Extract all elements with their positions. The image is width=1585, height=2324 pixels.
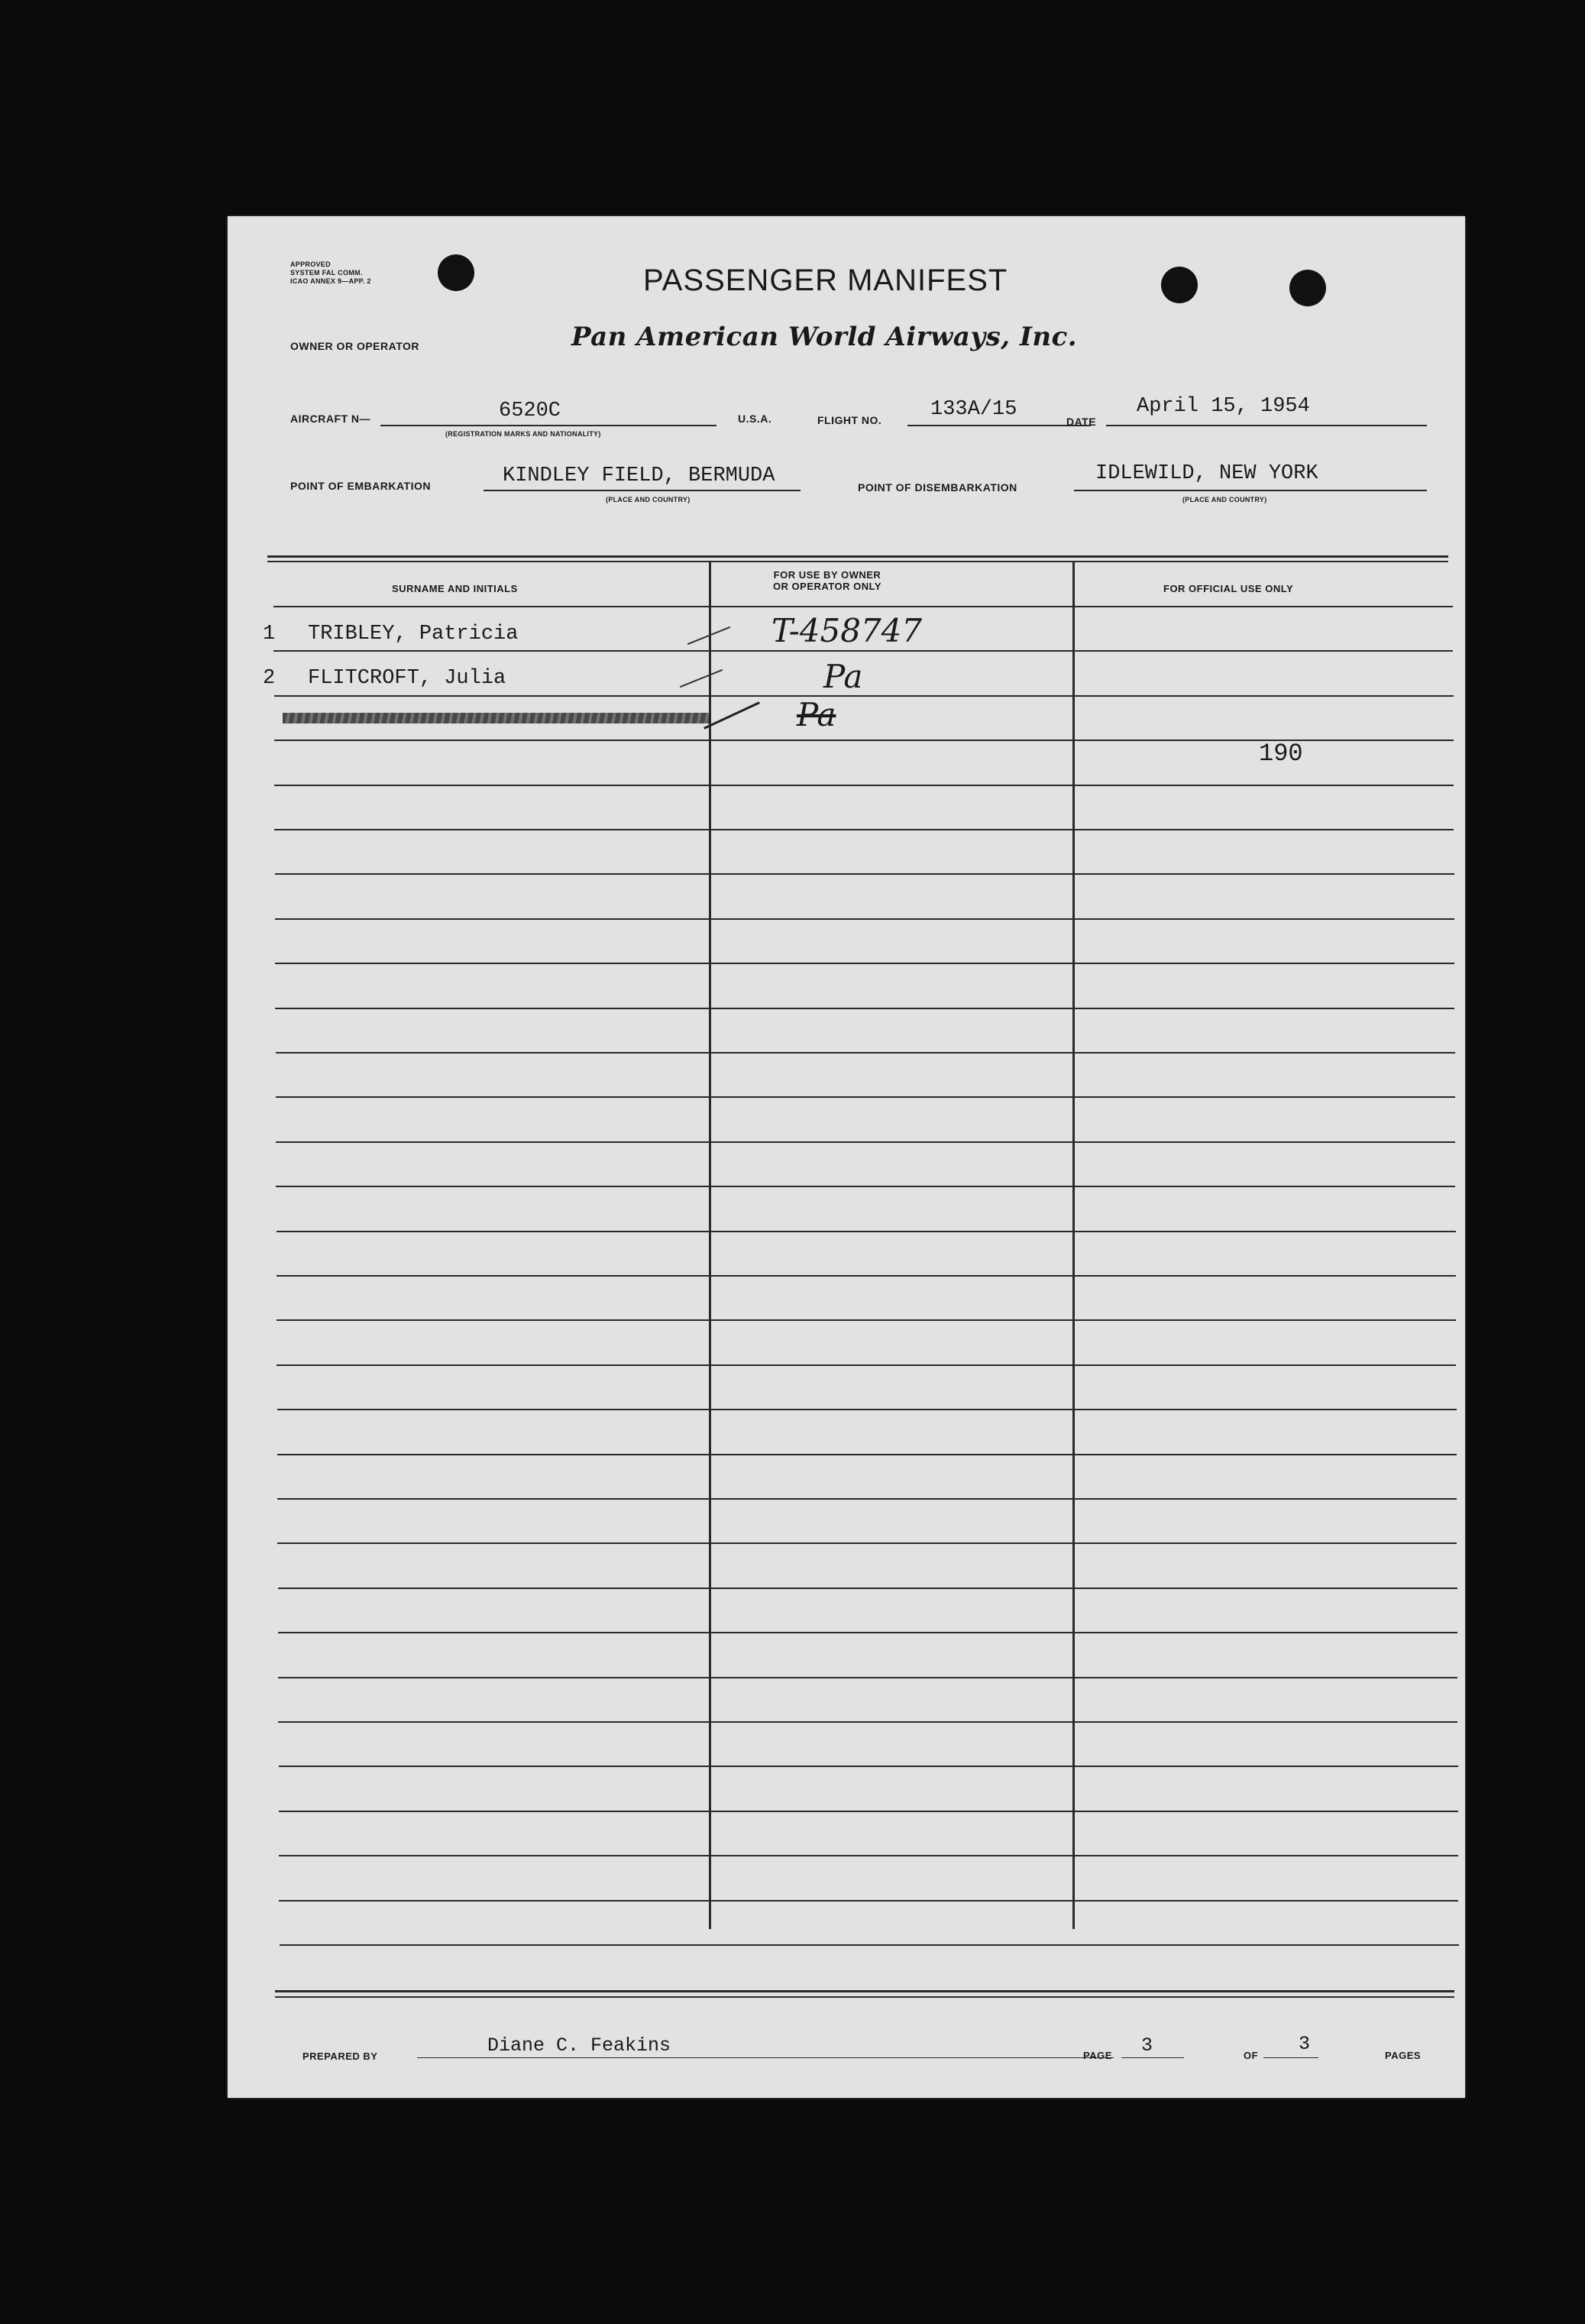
manifest-sheet <box>228 216 1465 2098</box>
embark-label: POINT OF EMBARKATION <box>290 480 431 492</box>
owner-label: OWNER OR OPERATOR <box>290 340 419 352</box>
table-row-rule <box>278 1588 1457 1589</box>
column-header-surname: SURNAME AND INITIALS <box>392 583 518 594</box>
prepared-label: PREPARED BY <box>302 2050 378 2062</box>
table-row-rule <box>274 829 1454 830</box>
table-row-rule <box>277 1498 1457 1500</box>
row-number: 1 <box>263 623 276 646</box>
table-row-rule <box>277 1275 1456 1277</box>
table-row-rule <box>274 695 1454 697</box>
table-row-rule <box>278 1677 1457 1678</box>
table-bottom-rule <box>275 1990 1454 1992</box>
row-number: 2 <box>263 667 276 690</box>
table-row-rule <box>276 1096 1455 1098</box>
embark-caption: (PLACE AND COUNTRY) <box>606 496 691 503</box>
registration-caption: (REGISTRATION MARKS AND NATIONALITY) <box>445 430 601 438</box>
of-underline <box>1263 2057 1318 2058</box>
table-row-rule <box>276 1052 1455 1054</box>
table-row-rule <box>274 785 1454 786</box>
disembark-caption: (PLACE AND COUNTRY) <box>1182 496 1267 503</box>
date-label: DATE <box>1066 416 1097 428</box>
table-row-rule <box>278 1721 1457 1723</box>
approval-line: ICAO ANNEX 9—APP. 2 <box>290 277 371 285</box>
column-header-owner <box>713 569 942 592</box>
flight-underline <box>907 425 1091 426</box>
aircraft-value: 6520C <box>499 400 561 422</box>
table-row-rule <box>275 963 1454 964</box>
prepared-underline <box>417 2057 1114 2058</box>
check-mark <box>704 701 760 730</box>
airline-name: Pan American World Airways, Inc. <box>571 322 1078 352</box>
approval-block <box>290 261 371 286</box>
table-top-rule <box>267 555 1448 558</box>
table-row-rule <box>280 1944 1459 1946</box>
passenger-name: FLITCROFT, Julia <box>308 667 506 690</box>
of-label: OF <box>1244 2050 1259 2061</box>
struck-entry <box>283 713 710 723</box>
table-row-rule <box>279 1811 1458 1812</box>
disembark-value: IDLEWILD, NEW YORK <box>1095 462 1318 485</box>
of-value: 3 <box>1299 2033 1311 2055</box>
table-row-rule <box>277 1231 1456 1232</box>
table-row-rule <box>277 1542 1457 1544</box>
page-underline <box>1121 2057 1184 2058</box>
column-header-owner-line: FOR USE BY OWNER <box>773 569 881 581</box>
table-row-rule <box>275 1008 1454 1009</box>
check-mark <box>680 669 723 688</box>
page-value: 3 <box>1141 2034 1153 2057</box>
punch-hole <box>438 254 474 291</box>
embark-value: KINDLEY FIELD, BERMUDA <box>503 464 775 487</box>
table-row-rule <box>277 1319 1456 1321</box>
table-row-rule <box>278 1632 1457 1633</box>
date-underline <box>1106 425 1427 426</box>
table-row-rule <box>275 873 1454 875</box>
table-row-rule <box>279 1855 1458 1856</box>
column-header-official: FOR OFFICIAL USE ONLY <box>1163 583 1294 594</box>
official-note: 190 <box>1259 740 1303 768</box>
embark-underline <box>484 490 801 491</box>
aircraft-underline <box>380 425 716 426</box>
table-row-rule <box>277 1409 1457 1410</box>
flight-label: FLIGHT NO. <box>817 414 882 426</box>
table-row-rule <box>273 650 1453 652</box>
aircraft-label: AIRCRAFT N— <box>290 413 371 425</box>
disembark-label: POINT OF DISEMBARKATION <box>858 481 1017 494</box>
prepared-value: Diane C. Feakins <box>487 2034 671 2057</box>
table-row-rule <box>277 1454 1457 1455</box>
table-row-rule <box>273 606 1453 607</box>
owner-note: Pa <box>823 658 863 695</box>
owner-note: T-458747 <box>771 612 923 649</box>
page-title: PASSENGER MANIFEST <box>643 264 1008 297</box>
struck-note: Pa <box>797 696 836 733</box>
approval-line: APPROVED <box>290 261 331 268</box>
usa-label: U.S.A. <box>738 413 772 425</box>
column-divider <box>1072 562 1075 1929</box>
passenger-name: TRIBLEY, Patricia <box>308 623 519 646</box>
table-row-rule <box>277 1364 1456 1366</box>
table-row-rule <box>276 1186 1455 1187</box>
page-label: PAGE <box>1083 2050 1112 2061</box>
disembark-underline <box>1074 490 1427 491</box>
date-value: April 15, 1954 <box>1137 395 1310 418</box>
table-row-rule <box>276 1141 1455 1143</box>
column-header-owner-line: OR OPERATOR ONLY <box>772 581 882 592</box>
punch-hole <box>1161 267 1198 303</box>
table-top-rule-2 <box>267 561 1448 562</box>
column-divider <box>709 562 711 1929</box>
table-bottom-rule-2 <box>275 1996 1454 1998</box>
flight-value: 133A/15 <box>930 398 1017 421</box>
punch-hole <box>1289 270 1326 306</box>
table-row-rule <box>279 1900 1458 1902</box>
pages-label: PAGES <box>1385 2050 1422 2061</box>
table-row-rule <box>279 1766 1458 1767</box>
table-row-rule <box>275 918 1454 920</box>
approval-line: SYSTEM FAL COMM. <box>290 269 363 277</box>
